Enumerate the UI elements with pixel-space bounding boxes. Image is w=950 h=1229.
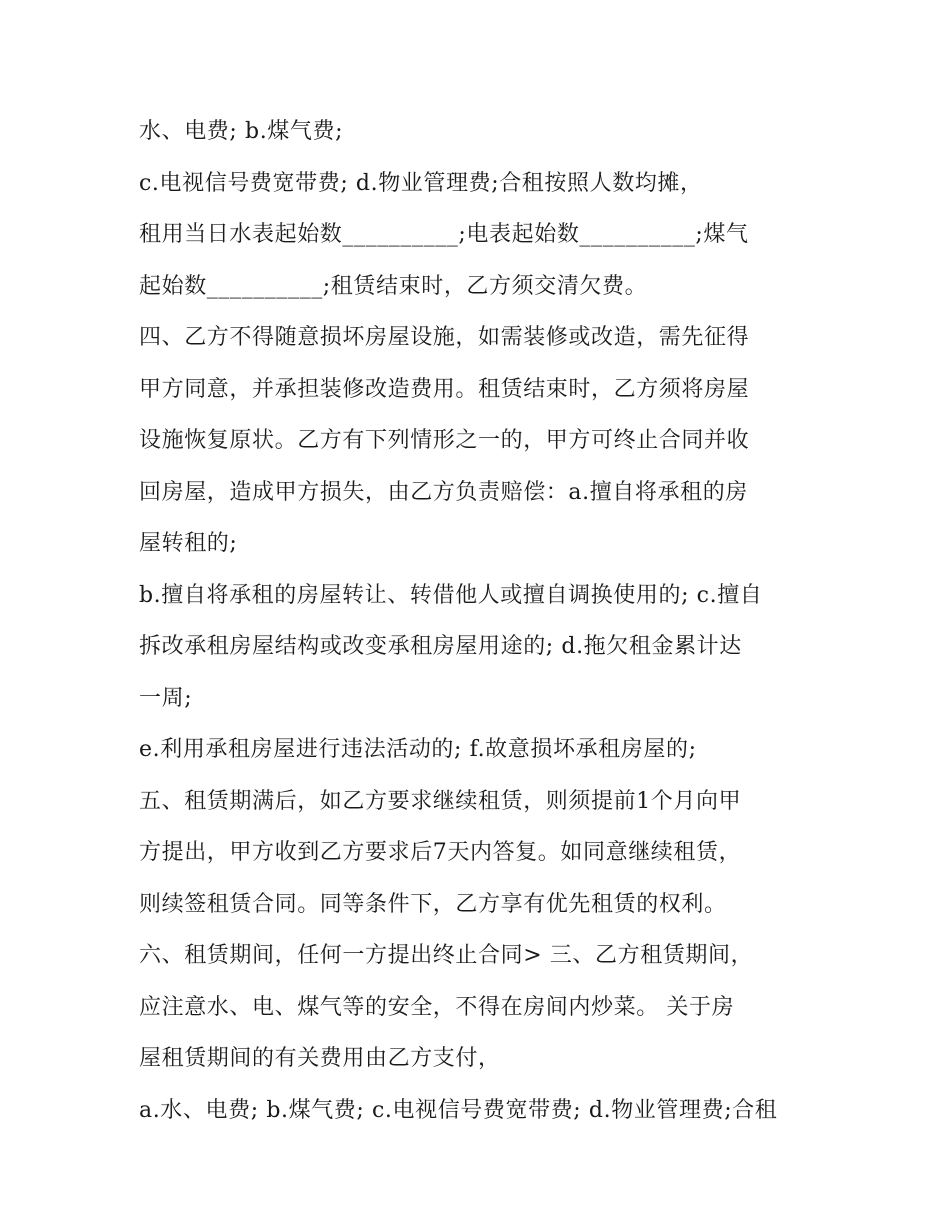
- contract-text: [139, 106, 819, 1136]
- text-line-5: 四、乙方不得随意损坏房屋设施，如需装修或改造，需先征得: [139, 325, 750, 350]
- text-line-17: 六、租赁期间，任何一方提出终止合同> 三、乙方租赁期间，: [139, 943, 754, 968]
- text-line-10: b.擅自将承租的房屋转让、转借他人或擅自调换使用的; c.擅自: [139, 582, 763, 608]
- text-line-14: 五、租赁期满后，如乙方要求继续租赁，则须提前1个月向甲: [139, 788, 742, 814]
- text-line-12: 一周;: [139, 685, 193, 711]
- text-line-6: 甲方同意，并承担装修改造费用。租赁结束时，乙方须将房屋: [139, 376, 750, 402]
- text-line-1: 水、电费; b.煤气费;: [139, 119, 344, 144]
- text-line-4: 起始数__________;租赁结束时，乙方须交清欠费。: [139, 273, 648, 299]
- text-line-16: 则续签租赁合同。同等条件下，乙方享有优先租赁的权利。: [139, 891, 727, 917]
- text-line-13: e.利用承租房屋进行违法活动的; f.故意损坏承租房屋的;: [139, 737, 697, 762]
- text-line-18: 应注意水、电、煤气等的安全，不得在房间内炒菜。 关于房: [139, 994, 735, 1020]
- text-line-19: 屋租赁期间的有关费用由乙方支付，: [139, 1046, 501, 1071]
- text-line-3: 租用当日水表起始数__________;电表起始数__________;煤气: [139, 222, 749, 247]
- text-line-20: a.水、电费; b.煤气费; c.电视信号费宽带费; d.物业管理费;合租: [139, 1097, 778, 1123]
- text-line-11: 拆改承租房屋结构或改变承租房屋用途的; d.拖欠租金累计达: [139, 634, 742, 659]
- text-line-9: 屋转租的;: [139, 531, 238, 556]
- text-line-15: 方提出，甲方收到乙方要求后7天内答复。如同意继续租赁，: [139, 840, 742, 865]
- text-line-2: c.电视信号费宽带费; d.物业管理费;合租按照人数均摊，: [139, 170, 703, 196]
- text-line-8: 回房屋，造成甲方损失，由乙方负责赔偿：a.擅自将承租的房: [139, 479, 748, 505]
- text-line-7: 设施恢复原状。乙方有下列情形之一的，甲方可终止合同并收: [139, 428, 750, 453]
